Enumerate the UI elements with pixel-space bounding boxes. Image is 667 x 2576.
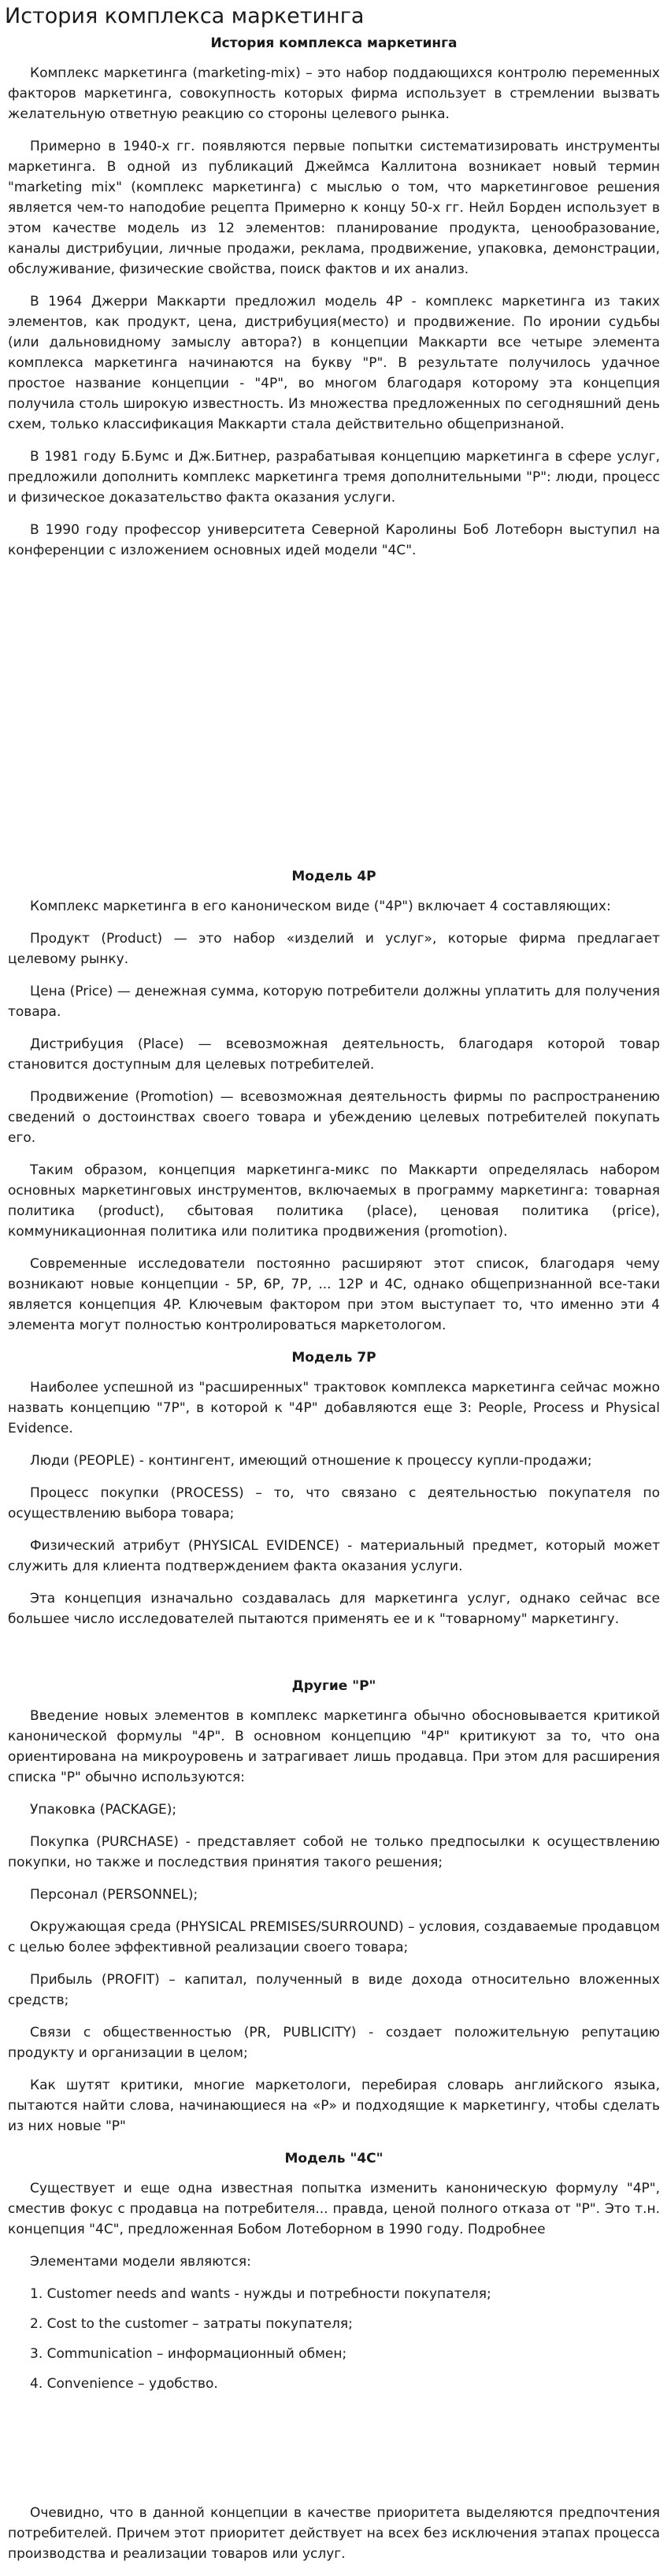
list-item: 2. Cost to the customer – затраты покупателя;	[30, 2316, 353, 2332]
section-heading-4c: Модель "4С"	[284, 2151, 384, 2166]
4c-elements-list	[8, 2284, 660, 2394]
paragraph: Наиболее успешной из "расширенных" трактовок комплекса маркетинга сейчас можно назвать концепцию "7P", в которой к "4P" добавляются еще 3: People, Process и Physical Evidence.	[8, 1380, 660, 1436]
section-heading-other-p: Другие "Р"	[291, 1678, 376, 1694]
paragraph: Упаковка (PACKAGE);	[30, 1802, 177, 1818]
list-item: 4. Convenience – удобство.	[30, 2376, 218, 2392]
paragraph: Элементами модели являются:	[30, 2254, 251, 2270]
history-paragraph: Примерно в 1940-х гг. появляются первые попытки систематизировать инструменты маркетинга. В одной из публикаций Джеймса Каллитона возникает новый термин "marketing mix" (комплекс маркетинга) с мыслью о том, что маркетинговое решения является чем-то наподобие рецепта Примерно к концу 50-х гг. Нейл Борден использует в этом качестве модель из 12 элементов: планирование продукта, ценообразование, каналы дистрибуции, личные продажи, реклама, продвижение, упаковка, демонстрации, обслуживание, физические свойства, поиск фактов и их анализ.	[8, 139, 660, 277]
paragraph: Продвижение (Promotion) — всевозможная деятельность фирмы по распространению сведений о достоинствах своего товара и убеждению целевых потребителей покупать его.	[8, 1089, 660, 1146]
main-content	[8, 866, 660, 2406]
paragraph: Персонал (PERSONNEL);	[30, 1887, 198, 1903]
history-section	[8, 33, 660, 573]
paragraph: Продукт (Product) — это набор «изделий и услуг», которые фирма предлагает целевому рынку.	[8, 931, 660, 967]
section-spacer	[8, 1641, 660, 1676]
history-paragraph: Комплекс маркетинга (marketing-mix) – это набор поддающихся контролю переменных факторов маркетинга, совокупность которых фирма использует в стремлении вызвать желательную ответную реакцию со стороны целевого рынка.	[8, 65, 660, 122]
paragraph: Введение новых элементов в комплекс маркетинга обычно обосновывается критикой канонической формулы "4Р". В основном концепцию "4Р" критикуют за то, что она ориентирована на микроуровень и затрагивает лишь продавца. При этом для расширения списка "Р" обычно используются:	[8, 1708, 660, 1785]
history-paragraph: В 1990 году профессор университета Северной Каролины Боб Лотеборн выступил на конференции с изложением основных идей модели "4С".	[8, 522, 660, 558]
paragraph: Процесс покупки (PROCESS) – то, что связано с деятельностью покупателя по осуществлению выбора товара;	[8, 1485, 660, 1522]
section-4c	[8, 2148, 660, 2394]
document-title: История комплекса маркетинга	[5, 4, 365, 28]
paragraph: Очевидно, что в данной концепции в качестве приоритета выделяются предпочтения потребителей. Причем этот приоритет действует на всех без исключения этапах процесса производства и реализации товаров или услуг.	[8, 2505, 660, 2562]
paragraph: Современные исследователи постоянно расширяют этот список, благодаря чему возникают новые концепции - 5P, 6P, 7P, ... 12P и 4C, однако общепризнанной все-таки является концепция 4P. Ключевым фактором при этом выступает то, что именно эти 4 элемента могут полностью контролироваться маркетологом.	[8, 1256, 660, 1333]
paragraph: Комплекс маркетинга в его каноническом виде ("4P") включает 4 составляющих:	[30, 899, 611, 914]
section-heading-7p: Модель 7P	[291, 1350, 376, 1366]
paragraph: Прибыль (PROFIT) – капитал, полученный в виде дохода относительно вложенных средств;	[8, 1972, 660, 2008]
paragraph: Окружающая среда (PHYSICAL PREMISES/SURROUND) – условия, создаваемые продавцом с целью более эффективной реализации своего товара;	[8, 1919, 661, 1955]
paragraph: Связи с общественностью (PR, PUBLICITY) - создает положительную репутацию продукту и организации в целом;	[8, 2025, 660, 2061]
paragraph: Эта концепция изначально создавалась для маркетинга услуг, однако сейчас все большее число исследователей пытаются применять ее и к "товарному" маркетингу.	[8, 1591, 660, 1627]
section-heading-history: История комплекса маркетинга	[210, 35, 458, 51]
paragraph: Физический атрибут (PHYSICAL EVIDENCE) - материальный предмет, который может служить для клиента подтверждением факта оказания услуги.	[8, 1538, 660, 1574]
paragraph: Дистрибуция (Place) — всевозможная деятельность, благодаря которой товар становится доступным для целевых потребителей.	[8, 1036, 660, 1073]
history-paragraph: В 1981 году Б.Бумс и Дж.Битнер, разрабатывая концепцию маркетинга в сфере услуг, предложили дополнить комплекс маркетинга тремя дополнительными "Р": люди, процесс и физическое доказательство факта оказания услуги.	[8, 449, 660, 506]
closing-block	[8, 2503, 660, 2576]
list-item: 1. Customer needs and wants - нужды и потребности покупателя;	[30, 2286, 491, 2302]
paragraph: Цена (Price) — денежная сумма, которую потребители должны уплатить для получения товара.	[8, 984, 660, 1020]
history-paragraph: В 1964 Джерри Маккарти предложил модель 4Р - комплекс маркетинга из таких элементов, как продукт, цена, дистрибуция(место) и продвижение. По иронии судьбы (или дальновидному замыслу автора?) в концепции Маккарти все четыре элемента комплекса маркетинга начинаются на букву "Р". В результате получилось удачное простое название концепции - "4Р", во многом благодаря которому эта концепция получила столь широкую известность. Из множества предложенных по сегодняшний день схем, только классификация Маккарти стала действительно общепризнаной.	[8, 294, 660, 432]
paragraph: Как шутят критики, многие маркетологи, перебирая словарь английского языка, пытаются найти слова, начинающиеся на «Р» и подходящие к маркетингу, чтобы сделать из них новые "Р"	[8, 2077, 660, 2134]
section-4p	[8, 866, 660, 1336]
paragraph: Существует и еще одна известная попытка изменить каноническую формулу "4P", сместив фокус с продавца на потребителя... правда, ценой полного отказа от "Р". Это т.н. концепция "4С", предложенная Бобом Лотеборном в 1990 году. Подробнее	[8, 2181, 660, 2237]
paragraph: Люди (PEOPLE) - контингент, имеющий отношение к процессу купли-продажи;	[30, 1453, 592, 1469]
paragraph: Покупка (PURCHASE) - представляет собой не только предпосылки к осуществлению покупки, но также и последствия принятия такого решения;	[8, 1834, 660, 1870]
section-other-p	[8, 1676, 660, 2137]
list-item: 3. Communication – информационный обмен;	[30, 2346, 347, 2362]
section-heading-4p: Модель 4P	[291, 869, 376, 884]
section-7p	[8, 1347, 660, 1629]
paragraph: Таким образом, концепция маркетинга-микс по Маккарти определялась набором основных маркетинговых инструментов, включаемых в программу маркетинга: товарная политика (product), сбытовая политика (place), ценовая политика (price), коммуникационная политика или политика продвижения (promotion).	[8, 1162, 660, 1240]
